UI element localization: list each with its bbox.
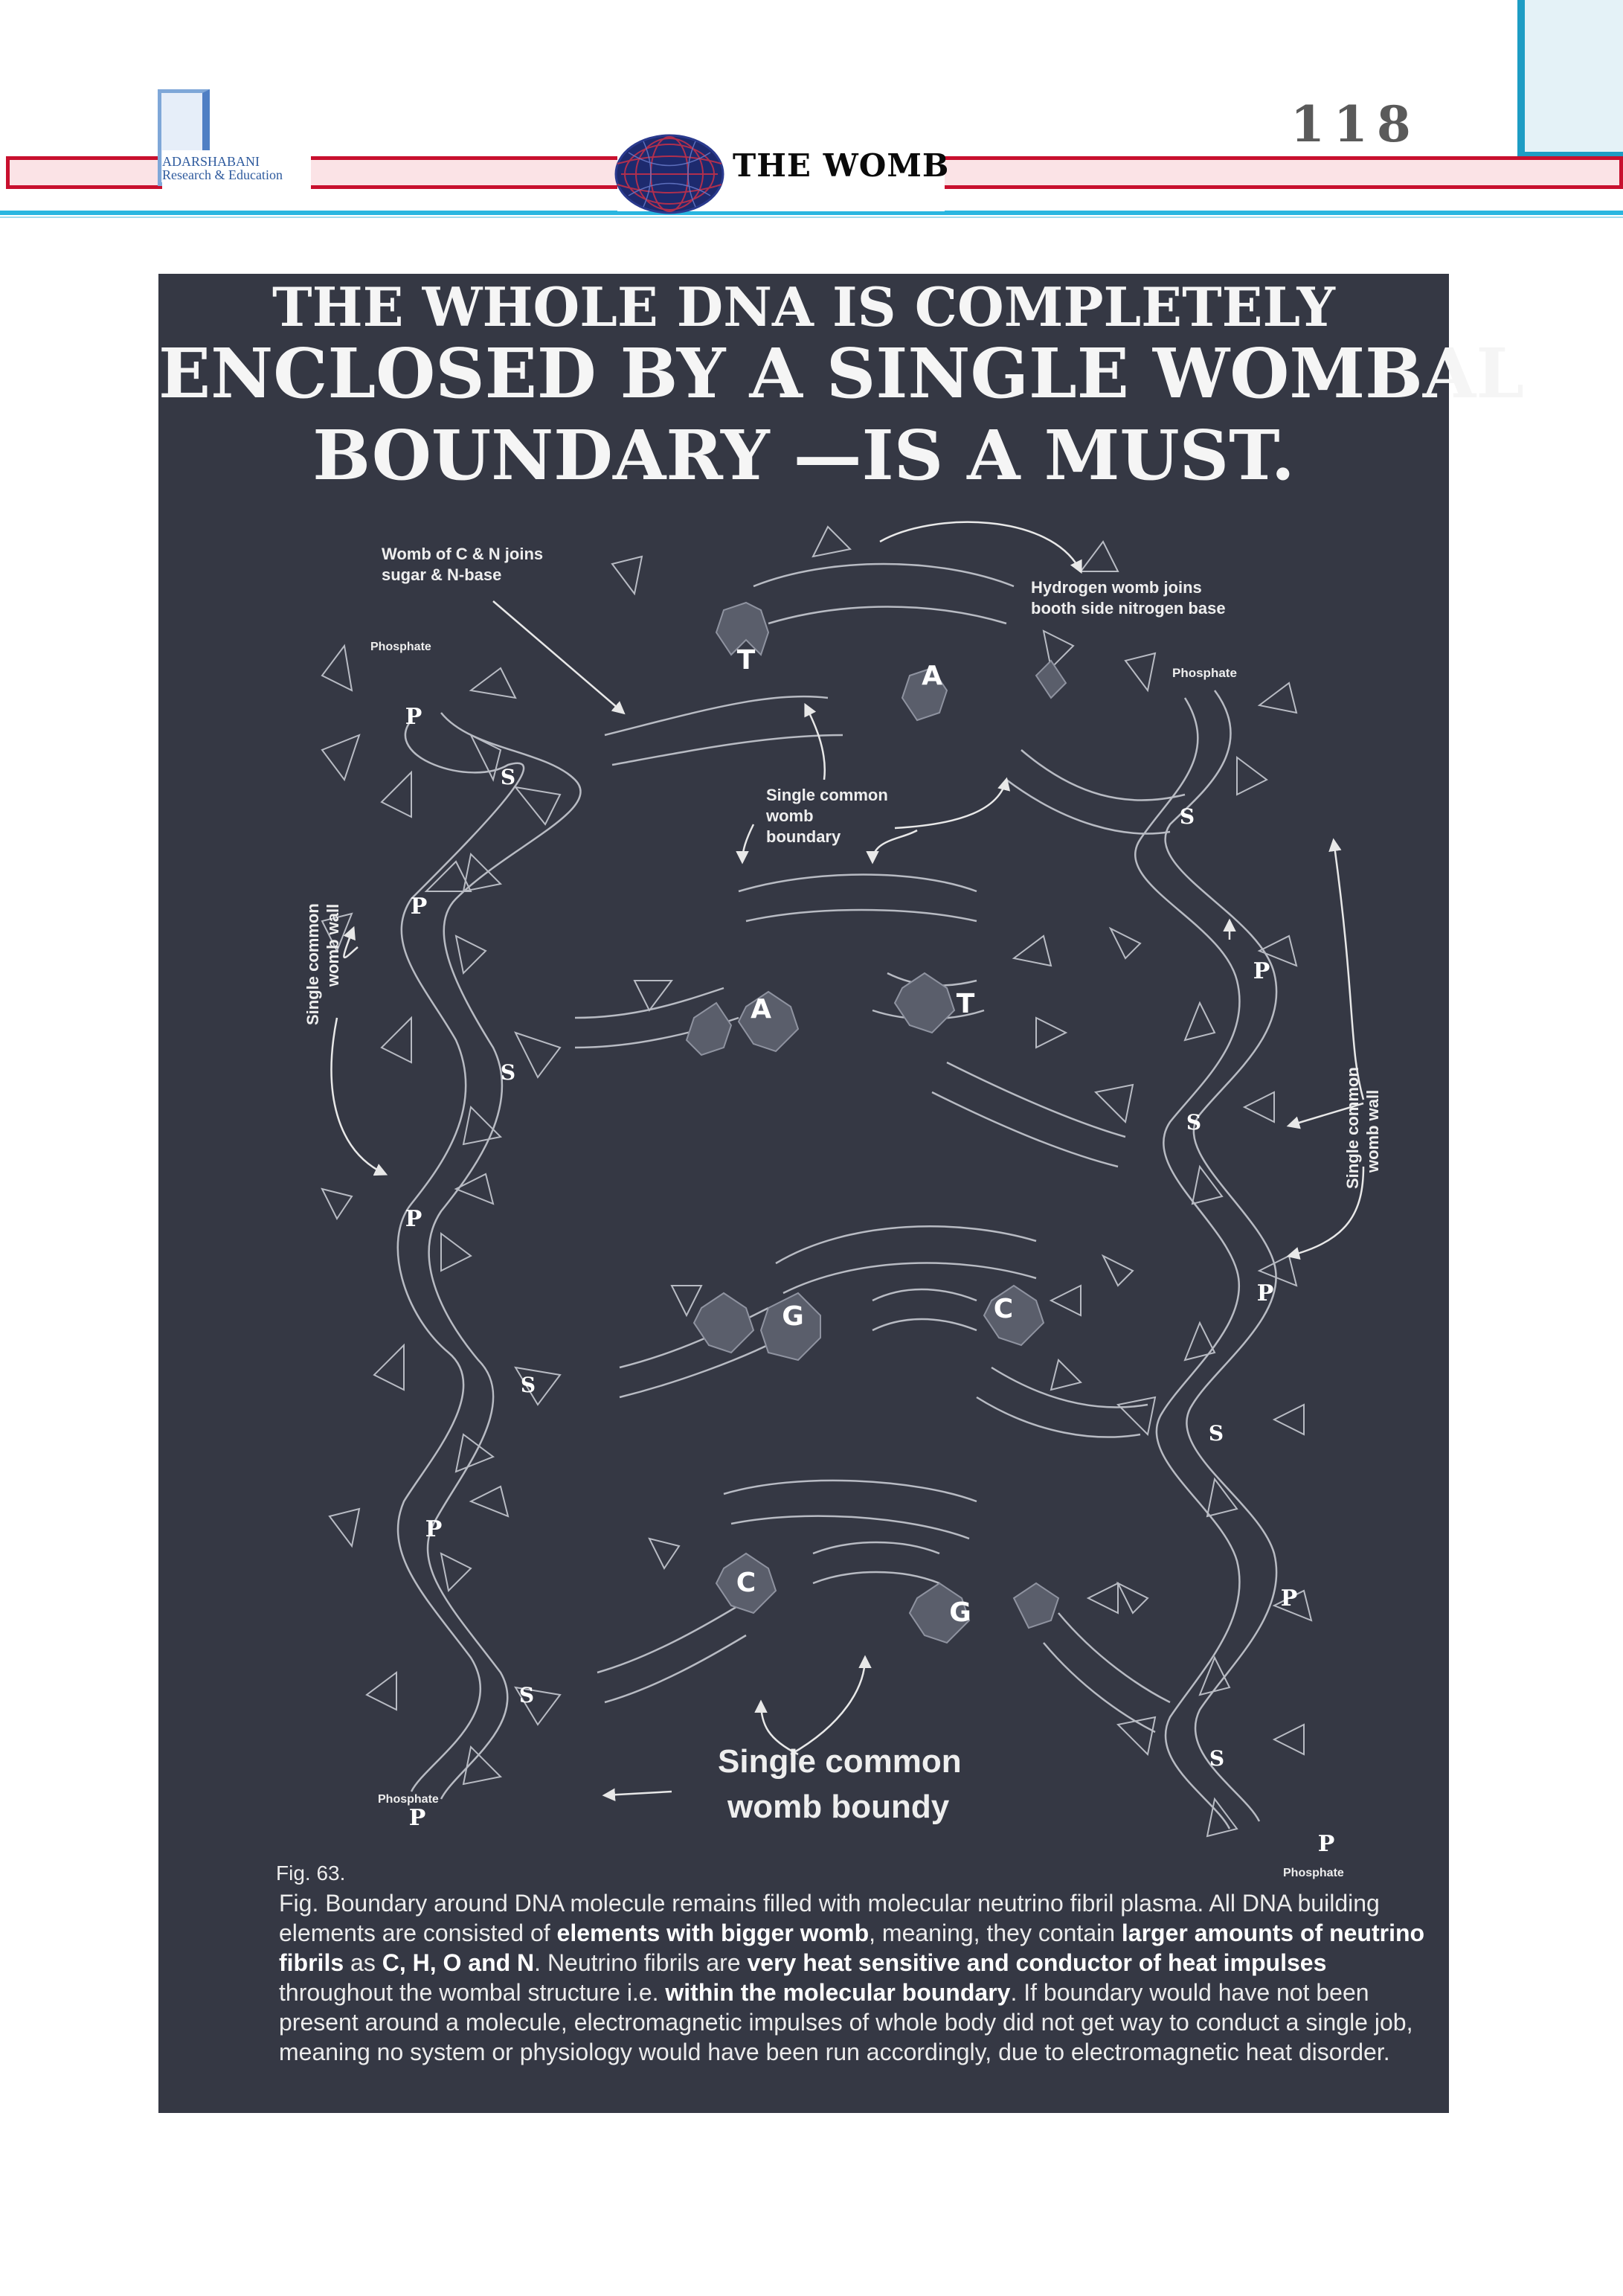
boundary-label: Single common xyxy=(766,786,888,804)
thymine-base: T xyxy=(956,989,975,1019)
base-pair-shapes xyxy=(687,603,1066,1643)
sugar-node: S xyxy=(1208,1421,1224,1446)
womb-wall-label: Single common xyxy=(1343,1067,1362,1189)
running-title: THE WOMB xyxy=(733,147,950,184)
corner-decoration xyxy=(1517,0,1623,159)
adenine-base: A xyxy=(922,661,942,691)
womb-wall-label: womb wall xyxy=(1363,1089,1382,1173)
node-labels xyxy=(405,704,1335,1857)
phosphate-node: P xyxy=(410,894,428,920)
hydrogen-womb-label: Hydrogen womb joins xyxy=(1031,578,1202,597)
header-cyan-rule-thin xyxy=(0,217,1623,218)
figure-caption xyxy=(279,1888,1439,2067)
annotation-labels xyxy=(303,545,1382,1879)
phosphate-label: Phosphate xyxy=(1283,1867,1344,1879)
sugar-node: S xyxy=(1186,1110,1202,1135)
womb-cn-label: Womb of C & N joins xyxy=(382,545,544,563)
caption-text: , meaning, they contain xyxy=(869,1920,1122,1946)
boundary-label: womb xyxy=(766,807,814,825)
caption-emphasis: very heat sensitive and conductor of heat impulses xyxy=(747,1949,1327,1976)
headline-line-1: THE WHOLE DNA IS COMPLETELY xyxy=(272,275,1335,339)
cytosine-base: C xyxy=(993,1294,1014,1324)
hydrogen-womb-label: booth side nitrogen base xyxy=(1031,599,1226,618)
boundary-label: boundary xyxy=(766,827,841,846)
globe-icon xyxy=(614,134,725,214)
womb-boundary-lines xyxy=(322,527,1311,1836)
phosphate-node: P xyxy=(1256,1280,1274,1306)
boundy-label: womb boundy xyxy=(727,1789,950,1825)
guanine-base: G xyxy=(782,1301,804,1332)
sugar-node: S xyxy=(500,765,516,789)
caption-emphasis: within the molecular boundary xyxy=(665,1979,1011,2006)
womb-wall-label: womb wall xyxy=(324,903,342,987)
sugar-node: S xyxy=(1209,1746,1225,1771)
caption-emphasis: elements with bigger womb xyxy=(556,1920,870,1946)
phosphate-node: P xyxy=(425,1516,443,1542)
phosphate-node: P xyxy=(1317,1831,1335,1857)
headline-line-2: ENCLOSED BY A SINGLE WOMBAL xyxy=(158,333,1525,414)
logo-line-1: ADARSHABANI xyxy=(162,154,260,169)
phosphate-node: P xyxy=(1253,958,1270,984)
caption-emphasis: C, H, O and N xyxy=(382,1949,535,1976)
headline-line-3: BOUNDARY —IS A MUST. xyxy=(312,415,1295,496)
caption-emphasis: larger amounts of neutrino fibrils xyxy=(279,1920,1425,1976)
phosphate-node: P xyxy=(405,1206,422,1232)
logo-line-2: Research & Education xyxy=(162,167,283,182)
phosphate-node: P xyxy=(408,1805,426,1831)
caption-text: as xyxy=(344,1949,382,1976)
figure-panel xyxy=(158,274,1525,2113)
phosphate-node: P xyxy=(405,704,422,730)
cytosine-base: C xyxy=(736,1568,756,1598)
phosphate-node: P xyxy=(1280,1585,1298,1612)
phosphate-label: Phosphate xyxy=(1172,666,1237,680)
phosphate-label: Phosphate xyxy=(370,641,431,653)
womb-cn-label: sugar & N-base xyxy=(382,565,502,584)
adenine-base: A xyxy=(751,994,771,1024)
sugar-node: S xyxy=(520,1373,536,1397)
sugar-node: S xyxy=(1179,804,1195,829)
caption-text: . If boundary would have not been present around a molecule, electromagnetic impulses of whole body did not get way to conduct a single job, meaning no system or physiology would have been run accordingly, due to electromagnetic heat disorder. xyxy=(279,1979,1413,2065)
thymine-base: T xyxy=(736,645,756,676)
phosphate-label: Phosphate xyxy=(378,1793,439,1806)
dna-diagram xyxy=(158,274,1525,2113)
sugar-node: S xyxy=(500,1060,516,1085)
figure-number: Fig. 63. xyxy=(276,1862,346,1885)
annotation-arrows xyxy=(332,522,1363,1795)
guanine-base: G xyxy=(949,1597,971,1628)
sugar-node: S xyxy=(518,1683,535,1707)
caption-text: Fig. Boundary around DNA molecule remains filled with molecular neutrino fibril plasma. All DNA building elements are consisted of xyxy=(279,1890,1380,1946)
caption-text: . Neutrino fibrils are xyxy=(534,1949,748,1976)
caption-text: throughout the wombal structure i.e. xyxy=(279,1979,666,2006)
page-number: 118 xyxy=(1291,95,1420,153)
womb-wall-label: Single common xyxy=(303,903,322,1025)
boundy-label: Single common xyxy=(718,1743,962,1780)
publisher-logo xyxy=(162,150,311,189)
